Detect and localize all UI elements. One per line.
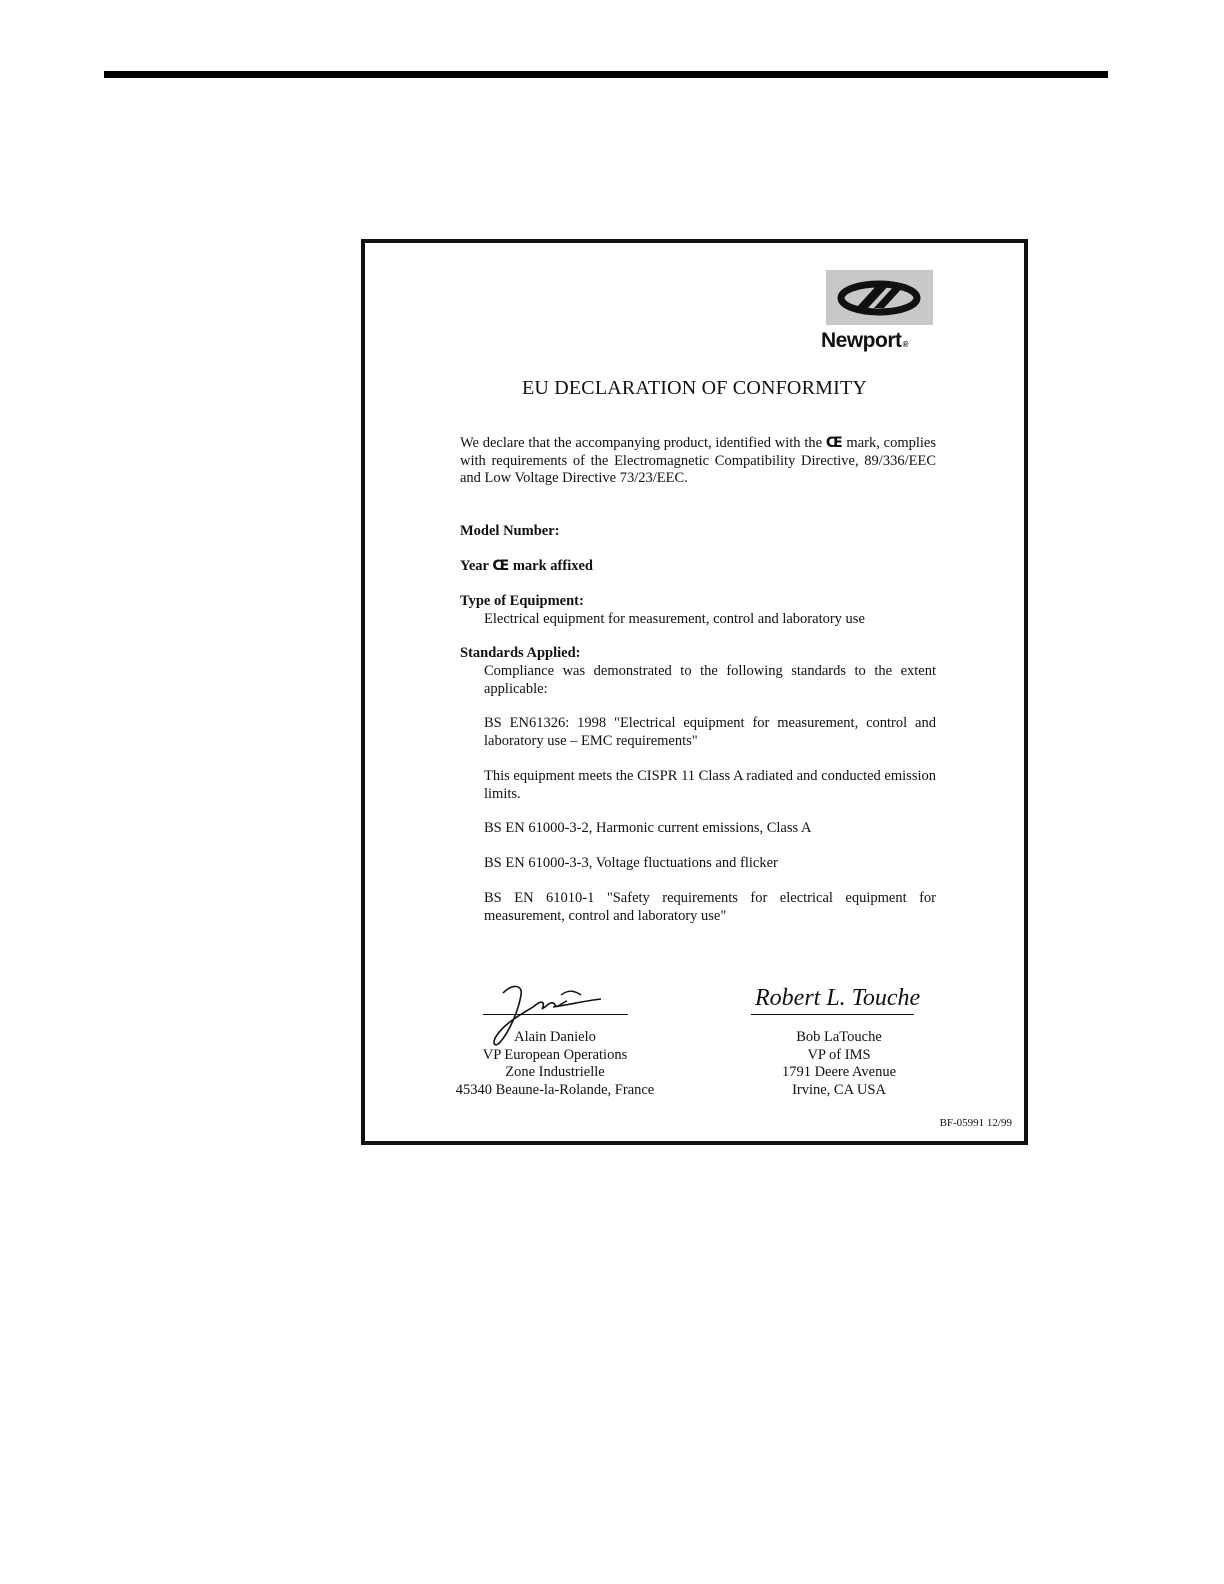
standard-item: BS EN 61000-3-3, Voltage fluctuations and flicker (484, 855, 778, 871)
newport-wordmark: Newport® (821, 329, 908, 352)
standard-item: BS EN61326: 1998 "Electrical equipment for measurement, control and laboratory use – EMC requirements" (484, 715, 936, 749)
certificate-frame (361, 239, 1028, 1145)
signatory-right (741, 1029, 937, 1099)
top-rule (104, 71, 1108, 78)
signatory-title: VP of IMS (807, 1046, 871, 1063)
signatory-name: Bob LaTouche (796, 1029, 882, 1045)
signatory-left (445, 1029, 665, 1099)
declaration-paragraph: We declare that the accompanying product, identified with the CE mark, complies with requirements of the Electromagnetic Compatibility Directive, 89/336/EEC and Low Voltage Directive 73/23/EEC. (460, 435, 936, 487)
svg-text:Robert L. Touche: Robert L. Touche (755, 985, 921, 1011)
newport-logo-icon (826, 270, 933, 325)
signatory-address: 45340 Beaune-la-Rolande, France (455, 1081, 655, 1098)
document-id: BF-05991 12/99 (939, 1117, 1012, 1129)
ce-mark-icon: CE (825, 435, 840, 451)
signature-right-icon (751, 977, 921, 1017)
type-of-equipment-value: Electrical equipment for measurement, control and laboratory use (484, 611, 865, 627)
signature-line-right (751, 1014, 914, 1015)
standard-item: BS EN 61000-3-2, Harmonic current emissions, Class A (484, 820, 812, 836)
standards-applied-label: Standards Applied: (460, 645, 581, 661)
signatory-address: Irvine, CA USA (792, 1081, 886, 1098)
ce-mark-icon: CE (492, 558, 507, 574)
signatory-title: VP European Operations (482, 1046, 628, 1063)
standards-intro: Compliance was demonstrated to the following standards to the extent applicable: (484, 663, 936, 697)
standard-item: BS EN 61010-1 "Safety requirements for electrical equipment for measurement, control and laboratory use" (484, 890, 936, 924)
year-ce-label: Year CE mark affixed (460, 558, 593, 574)
signature-line-left (483, 1014, 628, 1015)
standard-item: This equipment meets the CISPR 11 Class A radiated and conducted emission limits. (484, 768, 936, 802)
signatory-address: 1791 Deere Avenue (781, 1064, 897, 1081)
page-title: EU DECLARATION OF CONFORMITY (521, 377, 868, 399)
type-of-equipment-label: Type of Equipment: (460, 593, 584, 609)
model-number-label: Model Number: (460, 523, 560, 539)
signatory-name: Alain Danielo (514, 1029, 596, 1045)
signatory-address: Zone Industrielle (505, 1064, 605, 1081)
